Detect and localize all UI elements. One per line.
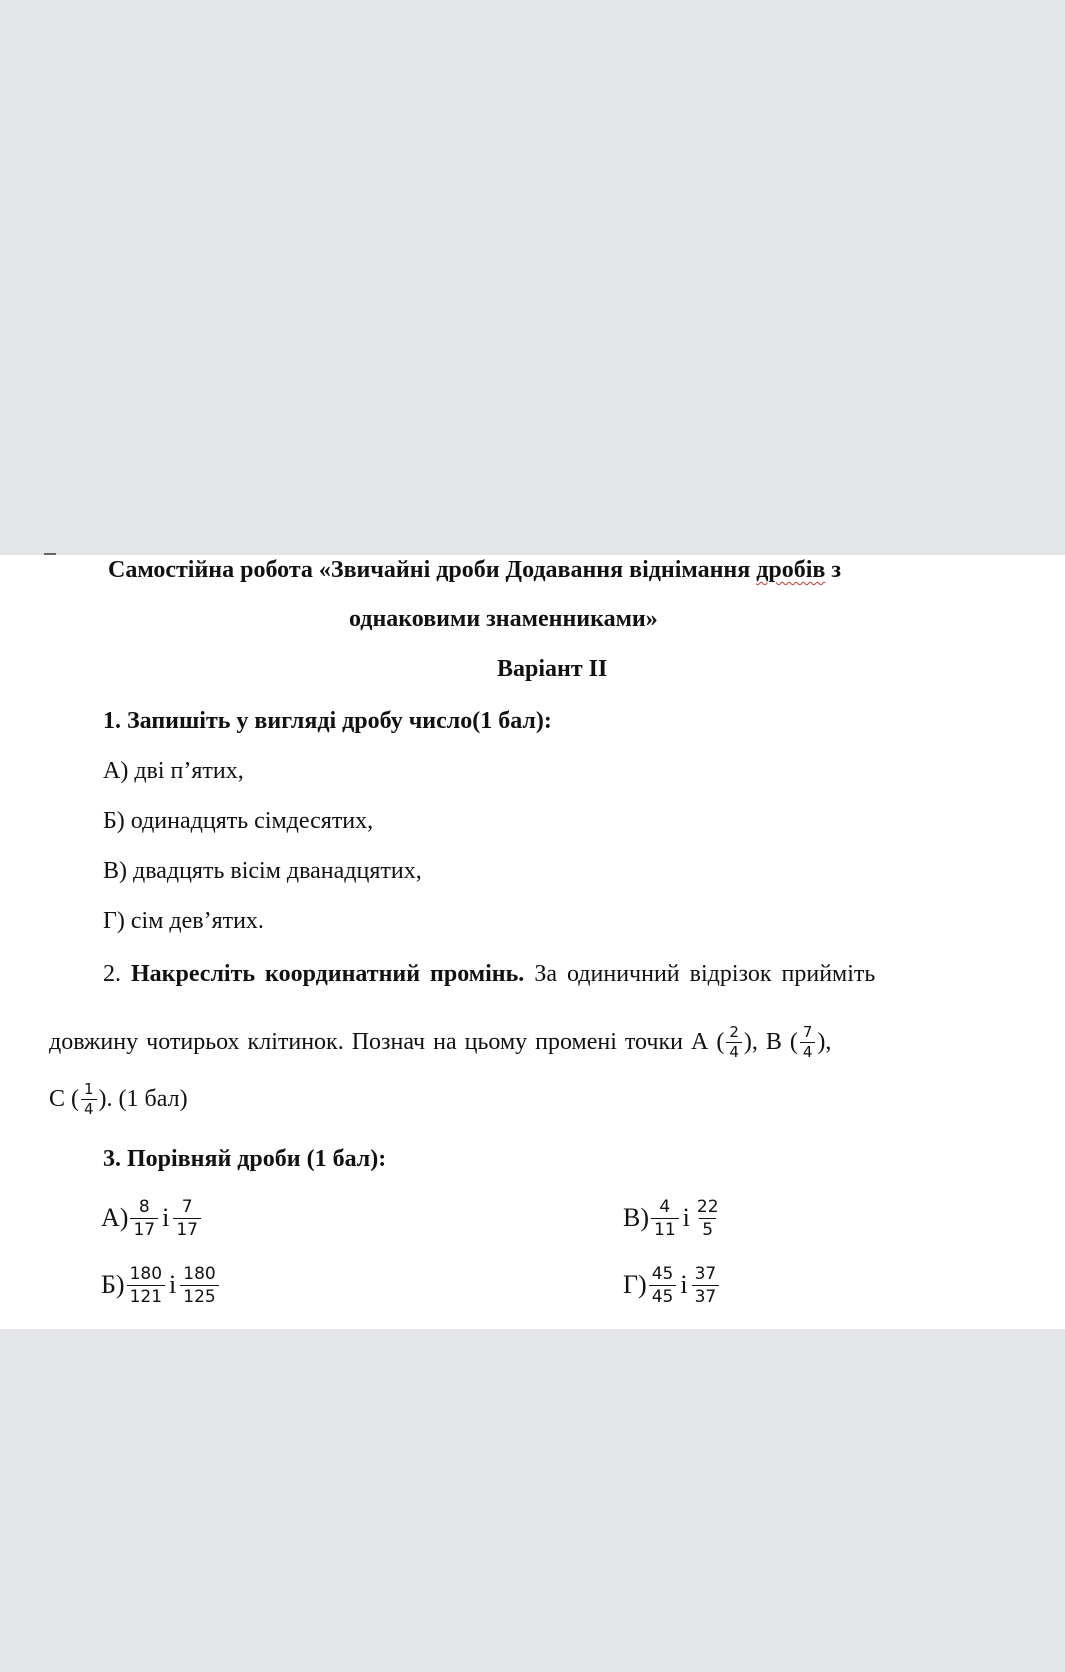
fraction: $\frac{8}{17}$ [130,1196,158,1241]
task1-item-b: Б) одинадцять сімдесятих, [103,808,374,834]
fraction: $\frac{4}{11}$ [651,1196,679,1241]
fraction-point-c: $\frac{1}{4}$ [81,1080,97,1119]
variant-heading: Варіант ІІ [497,656,608,682]
fraction: $\frac{45}{45}$ [649,1263,677,1308]
fraction: $\frac{7}{17}$ [173,1196,201,1241]
fraction-point-a: $\frac{2}{4}$ [726,1023,742,1062]
compare-item-b: Б) $\frac{180}{121}$ і $\frac{180}{125}$ [101,1257,221,1313]
task1-item-c: В) двадцять вісім дванадцятих, [103,858,422,884]
task2-line2 [49,1018,831,1066]
task2-text-c: С ( [49,1086,79,1112]
fraction: $\frac{180}{125}$ [180,1263,218,1308]
task2-text-line2: довжину чотирьох клітинок. Познач на цьому промені точки А ( [49,1029,725,1055]
task2-title: Накресліть координатний промінь. [131,961,525,987]
task3-title: 3. Порівняй дроби (1 бал): [103,1146,387,1172]
compare-item-v: В) $\frac{4}{11}$ і $\frac{22}{5}$ [623,1190,724,1246]
task2-text: За одиничний відрізок прийміть [524,961,876,987]
spellcheck-underlined-word: дробів [756,557,826,583]
task2-text-b: ), В ( [743,1029,798,1055]
compare-item-a: А) $\frac{8}{17}$ і $\frac{7}{17}$ [101,1190,203,1246]
fraction-point-b: $\frac{7}{4}$ [800,1023,816,1062]
fraction: $\frac{22}{5}$ [696,1196,719,1240]
task2-number: 2. [103,961,121,987]
title-text: Самостійна робота «Звичайні дроби Додавання віднімання [108,557,757,583]
compare-item-g: Г) $\frac{45}{45}$ і $\frac{37}{37}$ [623,1257,721,1313]
fraction: $\frac{180}{121}$ [127,1263,165,1308]
page-title-line2: однаковими знаменниками» [349,606,658,632]
task2-line3 [49,1075,188,1123]
task1-item-d: Г) сім дев’ятих. [103,908,264,934]
task2-line1 [103,959,875,989]
task2-points: ). (1 бал) [98,1086,188,1112]
fraction: $\frac{37}{37}$ [692,1263,720,1308]
task2-text-end: ), [817,1029,832,1055]
task1-item-a: А) дві п’ятих, [103,758,244,784]
page-title-line1 [108,555,841,585]
title-text-end: з [825,557,841,583]
task1-title: 1. Запишіть у вигляді дробу число(1 бал): [103,708,552,734]
